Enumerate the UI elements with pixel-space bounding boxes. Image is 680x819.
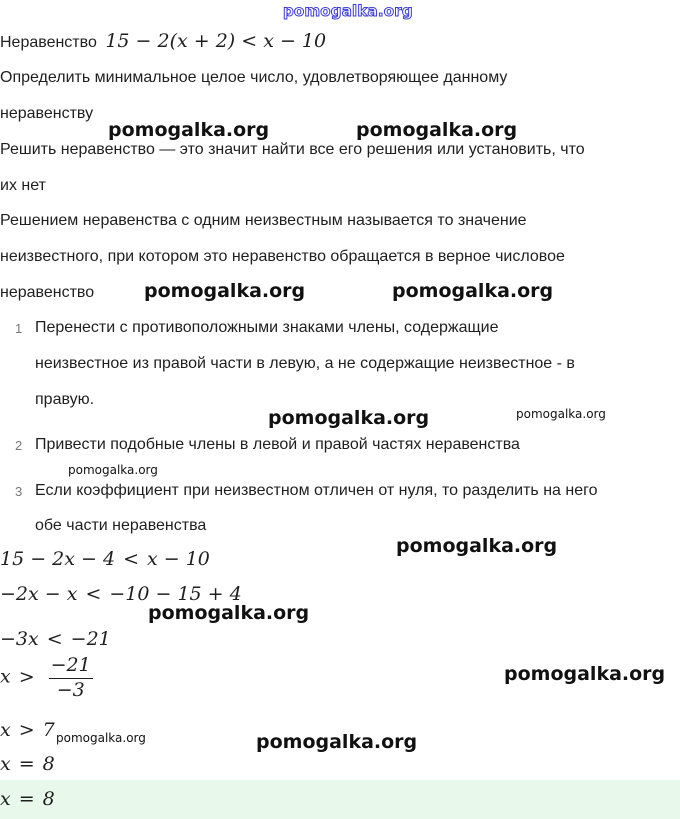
problem-label: Неравенство — [0, 34, 97, 51]
fraction — [49, 654, 93, 701]
watermark: pomogalka.org — [148, 602, 310, 624]
expr-right: −21 — [70, 628, 111, 650]
answer-left: x — [0, 788, 11, 810]
expr-op: < — [123, 548, 139, 570]
answer-highlight — [0, 780, 680, 819]
answer-right: 8 — [42, 788, 55, 810]
theory-p1-line-2: их нет — [0, 177, 46, 194]
task-line-2: неравенству — [0, 105, 94, 122]
theory-p1-line-1: Решить неравенство — это значит найти все его решения или установить, что — [0, 141, 585, 158]
step-1-line-2: неизвестное из правой части в левую, а не содержащие неизвестное - в — [35, 355, 575, 372]
watermark: pomogalka.org — [256, 731, 418, 753]
watermark: pomogalka.org — [268, 407, 430, 429]
fraction-denominator: −3 — [56, 679, 85, 701]
fraction-numerator: −21 — [49, 654, 93, 679]
solution-line-4 — [0, 654, 93, 701]
expr-op: > — [18, 719, 35, 741]
expr-left: x — [0, 753, 11, 775]
expr-left: −2x − x — [0, 583, 78, 605]
expr-left: −3x — [0, 628, 39, 650]
expr-left: 15 − 2x − 4 — [0, 548, 116, 570]
expr-right: 7 — [42, 719, 55, 741]
watermark: pomogalka.org — [144, 280, 306, 302]
expr-op: < — [46, 628, 63, 650]
step-number: 2 — [15, 438, 23, 453]
expr-right: x − 10 — [147, 548, 210, 570]
step-2-line-1: Привести подобные члены в левой и правой частях неравенства — [35, 436, 520, 453]
watermark: pomogalka.org — [56, 731, 146, 745]
task-line-1: Определить минимальное целое число, удовлетворяющее данному — [0, 69, 508, 86]
watermark: pomogalka.org — [504, 663, 666, 685]
watermark: pomogalka.org — [356, 119, 518, 141]
watermark: pomogalka.org — [516, 407, 606, 421]
site-watermark-top: pomogalka.org — [283, 2, 413, 20]
expr-right: 8 — [42, 753, 55, 775]
step-1-line-3: правую. — [35, 391, 95, 408]
expr-left: x — [0, 665, 11, 688]
step-number: 3 — [15, 484, 23, 499]
watermark: pomogalka.org — [392, 280, 554, 302]
expr-op: = — [18, 753, 35, 775]
expr-left: x — [0, 719, 11, 741]
answer-op: = — [18, 788, 35, 810]
watermark: pomogalka.org — [68, 463, 158, 477]
expr-op: < — [85, 583, 102, 605]
solution-line-1 — [0, 548, 210, 570]
theory-p2-line-2: неизвестного, при котором это неравенство обращается в верное числовое — [0, 248, 565, 265]
problem-expression: 15 − 2(x + 2) < x − 10 — [105, 30, 327, 52]
watermark: pomogalka.org — [108, 119, 270, 141]
solution-line-6 — [0, 753, 55, 775]
expr-op: > — [18, 665, 35, 688]
solution-line-3 — [0, 628, 111, 650]
theory-p2-line-3: неравенство — [0, 284, 95, 301]
problem-statement — [0, 30, 326, 52]
step-3-line-1: Если коэффициент при неизвестном отличен от нуля, то разделить на него — [35, 482, 598, 499]
solution-line-5 — [0, 719, 55, 741]
step-3-line-2: обе части неравенства — [35, 517, 207, 534]
expr-right: −10 − 15 + 4 — [109, 583, 242, 605]
step-1-line-1: Перенести с противоположными знаками члены, содержащие — [35, 319, 499, 336]
theory-p2-line-1: Решением неравенства с одним неизвестным называется то значение — [0, 212, 527, 229]
step-number: 1 — [15, 321, 23, 336]
answer-line — [0, 788, 55, 810]
watermark: pomogalka.org — [396, 535, 558, 557]
